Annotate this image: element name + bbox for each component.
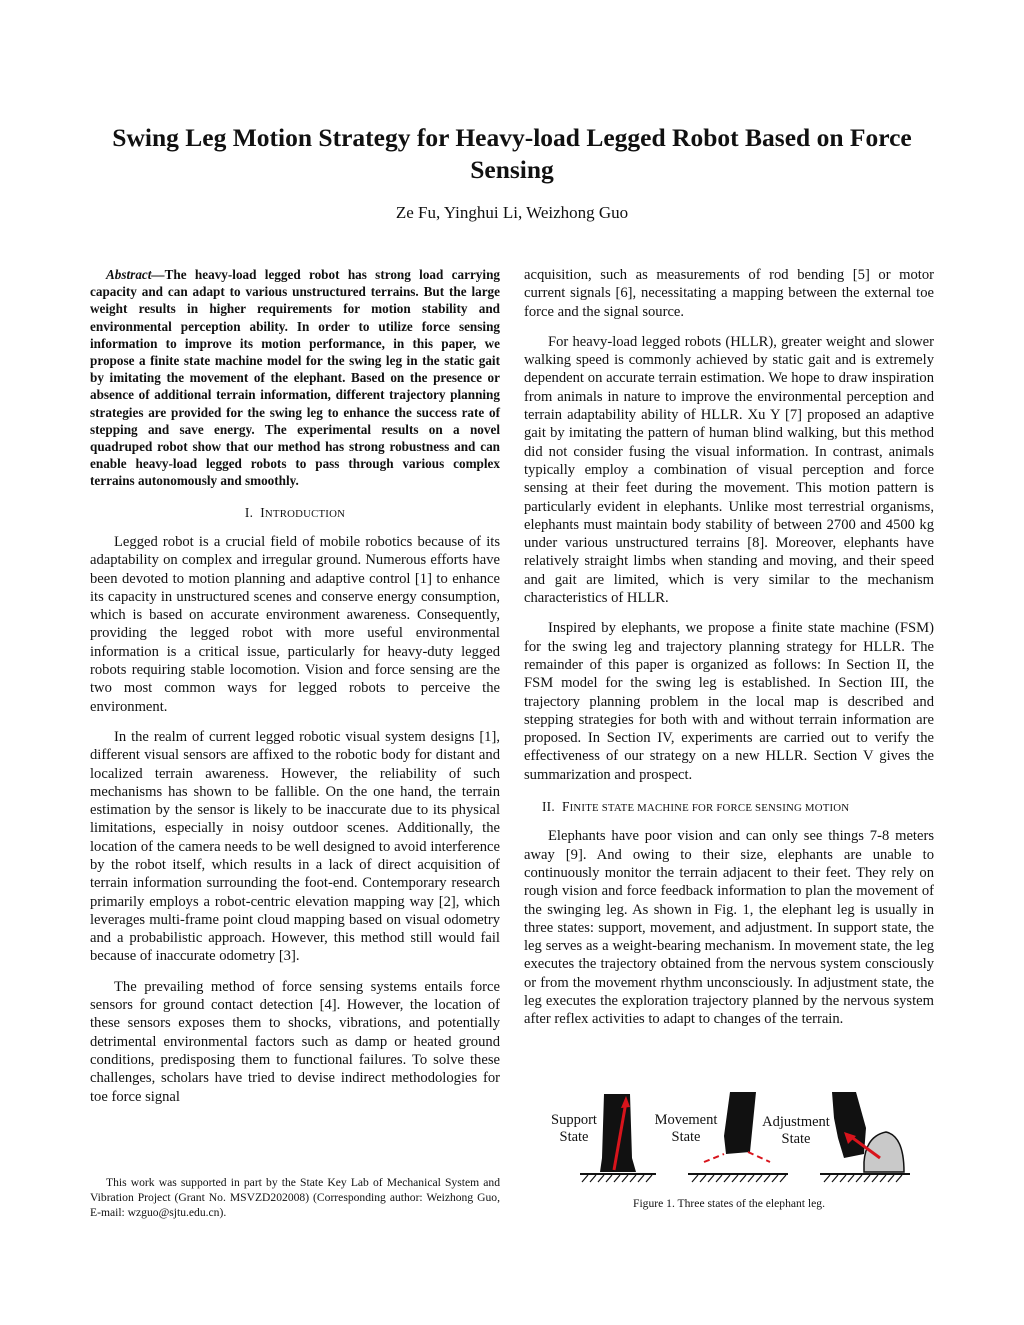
paper-title: Swing Leg Motion Strategy for Heavy-load Legged Robot Based on Force Sensing: [112, 123, 912, 184]
section-first-letter: I: [260, 504, 265, 520]
right-paragraph-1: acquisition, such as measurements of rod bending [5] or motor current signals [6], necessitating a mapping between the external toe force and the signal source.: [524, 267, 934, 320]
ground-hatch-adjustment: [824, 1175, 902, 1182]
section-number: I.: [244, 504, 254, 520]
left-column: [90, 266, 500, 1106]
figure-label-movement-line2: State: [671, 1129, 701, 1145]
section-rest: INITE STATE MACHINE FOR FORCE SENSING MOTION: [569, 802, 850, 815]
abstract-label: Abstract—: [106, 267, 165, 282]
figure-elephant-leg-states: [544, 1088, 912, 1192]
intro-paragraph-1: Legged robot is a crucial field of mobile robotics because of its adaptability on complex and irregular ground. Numerous efforts have been devoted to motion planning and adaptive control [1] to enhance its capacity in unstructured scenes and conserve energy consumption, which is based on accurate environment awareness. Consequently, providing the legged robot with more useful environmental information is a critical issue, particularly for heavy-duty legged robots requiring stable locomotion. Vision and force sensing are the two most common ways for legged robots to perceive the environment.: [90, 533, 500, 715]
movement-trajectory: [704, 1152, 770, 1162]
paper-authors: Ze Fu, Yinghui Li, Weizhong Guo: [395, 203, 629, 222]
footnote: This work was supported in part by the State Key Lab of Mechanical System and Vibration Project (Grant No. MSVZD202008) (Corresponding author: Weizhong Guo, E-mail: wzguo@sjtu.edu.cn).: [90, 1176, 500, 1219]
figure-label-movement-line1: Movement: [654, 1112, 718, 1128]
section-heading-fsm: [524, 798, 934, 817]
section-rest: NTRODUCTION: [264, 507, 346, 520]
support-leg-shape: [600, 1094, 636, 1172]
footnote-rule: [90, 1166, 210, 1167]
section-number: II.: [542, 799, 555, 815]
movement-leg-shape: [724, 1092, 756, 1154]
section-first-letter: F: [561, 799, 570, 815]
intro-paragraph-2: In the realm of current legged robotic visual system designs [1], different visual sensors are affixed to the robotic body for distant and localized terrain awareness. However, the reliability of such mechanisms has shown to be fallible. On the one hand, the terrain estimation by the sensor is likely to be inaccurate due to its physical limitations, especially in noisy outdoor scenes. Additionally, the location of the camera needs to be well designed to avoid interference by the robot itself, which results in a lack of direct acquisition of terrain information surrounding the foot-end. Contemporary research primarily employs a robot-centric elevation mapping way [2], which leverages multi-frame point cloud mapping based on visual odometry and a probabilistic approach. However, this method still would fail because of inaccurate odometry [3].: [90, 728, 500, 965]
adjustment-leg-shape: [832, 1092, 866, 1158]
figure-label-movement: [648, 1112, 724, 1146]
section-heading-introduction: [90, 504, 500, 523]
figure-caption: Figure 1. Three states of the elephant leg.: [633, 1197, 825, 1210]
figure-label-support-line1: Support: [551, 1112, 597, 1128]
section2-paragraph-1: Elephants have poor vision and can only see things 7-8 meters away [9]. And owing to their size, elephants are unable to continuously monitor the terrain adjacent to their feet. They rely on rough vision and force feedback information to plan the movement of the swinging leg. As shown in Fig. 1, the elephant leg is usually in three states: support, movement, and adjustment. In support state, the leg serves as a weight-bearing mechanism. In movement state, the leg executes the trajectory obtained from the nervous system consciously or from the movement rhythm unconsciously. In adjustment state, the leg executes the exploration trajectory planned by the nervous system after reflex activities to adapt to changes of the terrain.: [524, 828, 934, 1028]
figure-label-support: [544, 1112, 604, 1146]
right-paragraph-2: For heavy-load legged robots (HLLR), greater weight and slower walking speed is commonly achieved by static gait and is extremely dependent on accurate terrain estimation. We hope to draw inspiration from animals in nature to improve the environmental perception and terrain adaptability ability of HLLR. Xu Y [7] proposed an adaptive gait by imitating the pattern of human blind walking, but this method did not consider fusing the visual information. In contrast, animals typically employ a combination of visual perception and force sensing at their feet during the movement. This motion pattern is particularly evident in elephants. Unlike most terrestrial organisms, elephants must maintain body stability of between 2700 and 4500 kg under various unstructured terrains [8]. Moreover, elephants have relatively straight limbs when standing and moving, and their speed and gait are limited, which is very similar to the mechanism characteristics of HLLR.: [524, 333, 934, 607]
ground-hatch-movement: [692, 1175, 786, 1182]
abstract-text: The heavy-load legged robot has strong load carrying capacity and can adapt to various unstructured terrains. But the large weight results in higher requirements for motion stability and environmental perception ability. In order to utilize force sensing information to improve its motion performance, in this paper, we propose a finite state machine model for the swing leg in the static gait by imitating the movement of the elephant. Based on the presence or absence of additional terrain information, different trajectory planning strategies are provided for the swing leg to enhance the success rate of stepping and save energy. The experimental results on a novel quadruped robot show that our method has strong robustness and can enable heavy-load legged robots to pass through various complex terrains autonomously and smoothly.: [90, 267, 500, 489]
figure-label-adjustment-line2: State: [781, 1131, 811, 1147]
ground-hatch-support: [582, 1175, 652, 1182]
figure-label-support-line2: State: [559, 1129, 589, 1145]
abstract: [90, 266, 500, 490]
figure-label-adjustment-line1: Adjustment: [762, 1114, 830, 1130]
figure-label-adjustment: [756, 1114, 836, 1148]
intro-paragraph-3: The prevailing method of force sensing systems entails force sensors for ground contact detection [4]. However, the location of these sensors exposes them to shocks, vibrations, and potentially detrimental environmental factors such as damp or heated ground conditions, predisposing them to functional failures. To solve these challenges, scholars have tried to devise indirect methodologies for toe force signal: [90, 978, 500, 1105]
right-column: [524, 266, 934, 1029]
right-paragraph-3: Inspired by elephants, we propose a finite state machine (FSM) for the swing leg and trajectory planning strategy for HLLR. The remainder of this paper is organized as follows: In Section II, the FSM model for the swing leg is established. In Section III, the trajectory planning problem in the local map is described and stepping strategies for both with and without terrain information are proposed. In Section IV, experiments are carried out to verify the effectiveness of our strategy on a new HLLR. Section V gives the summarization and prospect.: [524, 620, 934, 783]
